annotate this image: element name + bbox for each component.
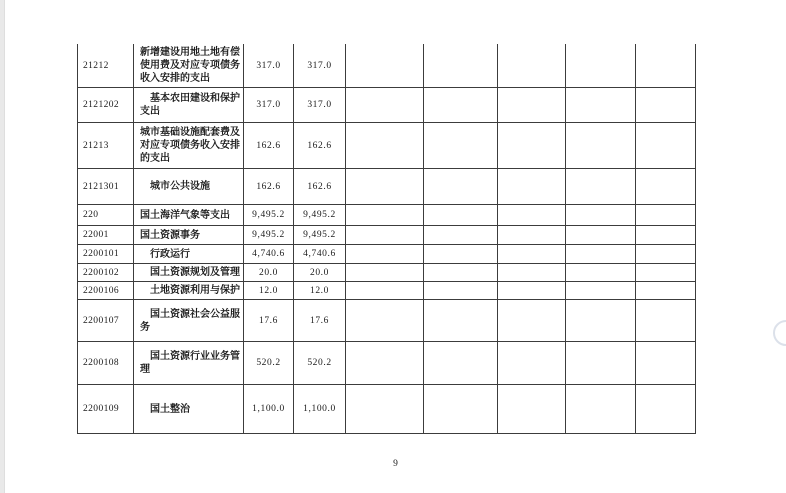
budget-amount: 162.6: [244, 123, 294, 169]
empty-cell: [346, 88, 424, 123]
empty-cell: [636, 385, 696, 434]
empty-cell: [424, 342, 498, 385]
empty-cell: [424, 169, 498, 205]
empty-cell: [566, 300, 636, 342]
empty-cell: [566, 205, 636, 226]
budget-amount: 9,495.2: [294, 205, 346, 226]
empty-cell: [346, 245, 424, 264]
empty-cell: [424, 385, 498, 434]
empty-cell: [566, 44, 636, 88]
budget-item-name: 国土整治: [134, 385, 244, 434]
empty-cell: [346, 282, 424, 300]
empty-cell: [636, 169, 696, 205]
budget-code: 2200101: [78, 245, 134, 264]
budget-code: 2200106: [78, 282, 134, 300]
empty-cell: [424, 245, 498, 264]
empty-cell: [566, 264, 636, 282]
budget-item-name: 行政运行: [134, 245, 244, 264]
table-row: [78, 88, 696, 123]
document-page: [5, 0, 786, 493]
budget-amount: 17.6: [244, 300, 294, 342]
empty-cell: [636, 44, 696, 88]
empty-cell: [636, 245, 696, 264]
budget-amount: 1,100.0: [294, 385, 346, 434]
empty-cell: [636, 88, 696, 123]
empty-cell: [498, 44, 566, 88]
empty-cell: [346, 226, 424, 245]
table-row: [78, 264, 696, 282]
empty-cell: [498, 282, 566, 300]
empty-cell: [498, 385, 566, 434]
empty-cell: [498, 226, 566, 245]
empty-cell: [424, 88, 498, 123]
budget-item-name: 国土海洋气象等支出: [134, 205, 244, 226]
table-row: [78, 282, 696, 300]
empty-cell: [498, 264, 566, 282]
empty-cell: [498, 169, 566, 205]
empty-cell: [424, 282, 498, 300]
empty-cell: [636, 342, 696, 385]
empty-cell: [566, 342, 636, 385]
empty-cell: [566, 282, 636, 300]
budget-amount: 9,495.2: [244, 226, 294, 245]
budget-item-name: 国土资源事务: [134, 226, 244, 245]
budget-code: 22001: [78, 226, 134, 245]
empty-cell: [346, 205, 424, 226]
empty-cell: [498, 88, 566, 123]
budget-code: 21212: [78, 44, 134, 88]
empty-cell: [346, 169, 424, 205]
table-row: [78, 205, 696, 226]
empty-cell: [566, 123, 636, 169]
empty-cell: [566, 88, 636, 123]
empty-cell: [346, 123, 424, 169]
budget-amount: 317.0: [294, 88, 346, 123]
budget-code: 2200109: [78, 385, 134, 434]
budget-amount: 12.0: [294, 282, 346, 300]
table-row: [78, 44, 696, 88]
table-row: [78, 300, 696, 342]
budget-amount: 9,495.2: [294, 226, 346, 245]
budget-amount: 9,495.2: [244, 205, 294, 226]
budget-amount: 317.0: [294, 44, 346, 88]
budget-amount: 162.6: [244, 169, 294, 205]
table-row: [78, 245, 696, 264]
budget-amount: 520.2: [294, 342, 346, 385]
table-row: [78, 169, 696, 205]
empty-cell: [636, 264, 696, 282]
empty-cell: [636, 300, 696, 342]
empty-cell: [566, 169, 636, 205]
budget-code: 220: [78, 205, 134, 226]
empty-cell: [424, 300, 498, 342]
budget-amount: 20.0: [294, 264, 346, 282]
budget-amount: 12.0: [244, 282, 294, 300]
budget-code: 21213: [78, 123, 134, 169]
empty-cell: [636, 123, 696, 169]
empty-cell: [498, 300, 566, 342]
budget-amount: 4,740.6: [294, 245, 346, 264]
empty-cell: [424, 123, 498, 169]
empty-cell: [346, 44, 424, 88]
table-row: [78, 123, 696, 169]
budget-item-name: 城市公共设施: [134, 169, 244, 205]
budget-code: 2121301: [78, 169, 134, 205]
budget-amount: 317.0: [244, 88, 294, 123]
budget-amount: 317.0: [244, 44, 294, 88]
table-row: [78, 342, 696, 385]
budget-code: 2200102: [78, 264, 134, 282]
empty-cell: [346, 264, 424, 282]
budget-code: 2121202: [78, 88, 134, 123]
budget-amount: 162.6: [294, 169, 346, 205]
budget-amount: 20.0: [244, 264, 294, 282]
budget-item-name: 基本农田建设和保护支出: [134, 88, 244, 123]
empty-cell: [424, 264, 498, 282]
budget-amount: 162.6: [294, 123, 346, 169]
empty-cell: [566, 226, 636, 245]
empty-cell: [498, 342, 566, 385]
table-row: [78, 385, 696, 434]
budget-amount: 1,100.0: [244, 385, 294, 434]
budget-amount: 520.2: [244, 342, 294, 385]
empty-cell: [498, 123, 566, 169]
budget-amount: 17.6: [294, 300, 346, 342]
table-row: [78, 226, 696, 245]
budget-code: 2200107: [78, 300, 134, 342]
empty-cell: [498, 245, 566, 264]
empty-cell: [424, 205, 498, 226]
budget-item-name: 城市基础设施配套费及对应专项债务收入安排的支出: [134, 123, 244, 169]
empty-cell: [346, 342, 424, 385]
empty-cell: [636, 282, 696, 300]
empty-cell: [566, 385, 636, 434]
budget-item-name: 国土资源社会公益服务: [134, 300, 244, 342]
empty-cell: [636, 205, 696, 226]
page-number: 9: [393, 459, 398, 469]
empty-cell: [498, 205, 566, 226]
budget-table: [77, 44, 696, 434]
budget-item-name: 土地资源利用与保护: [134, 282, 244, 300]
empty-cell: [566, 245, 636, 264]
empty-cell: [424, 226, 498, 245]
empty-cell: [346, 385, 424, 434]
budget-item-name: 国土资源规划及管理: [134, 264, 244, 282]
empty-cell: [346, 300, 424, 342]
budget-code: 2200108: [78, 342, 134, 385]
budget-item-name: 国土资源行业业务管理: [134, 342, 244, 385]
budget-amount: 4,740.6: [244, 245, 294, 264]
empty-cell: [424, 44, 498, 88]
budget-item-name: 新增建设用地土地有偿使用费及对应专项债务收入安排的支出: [134, 44, 244, 88]
empty-cell: [636, 226, 696, 245]
